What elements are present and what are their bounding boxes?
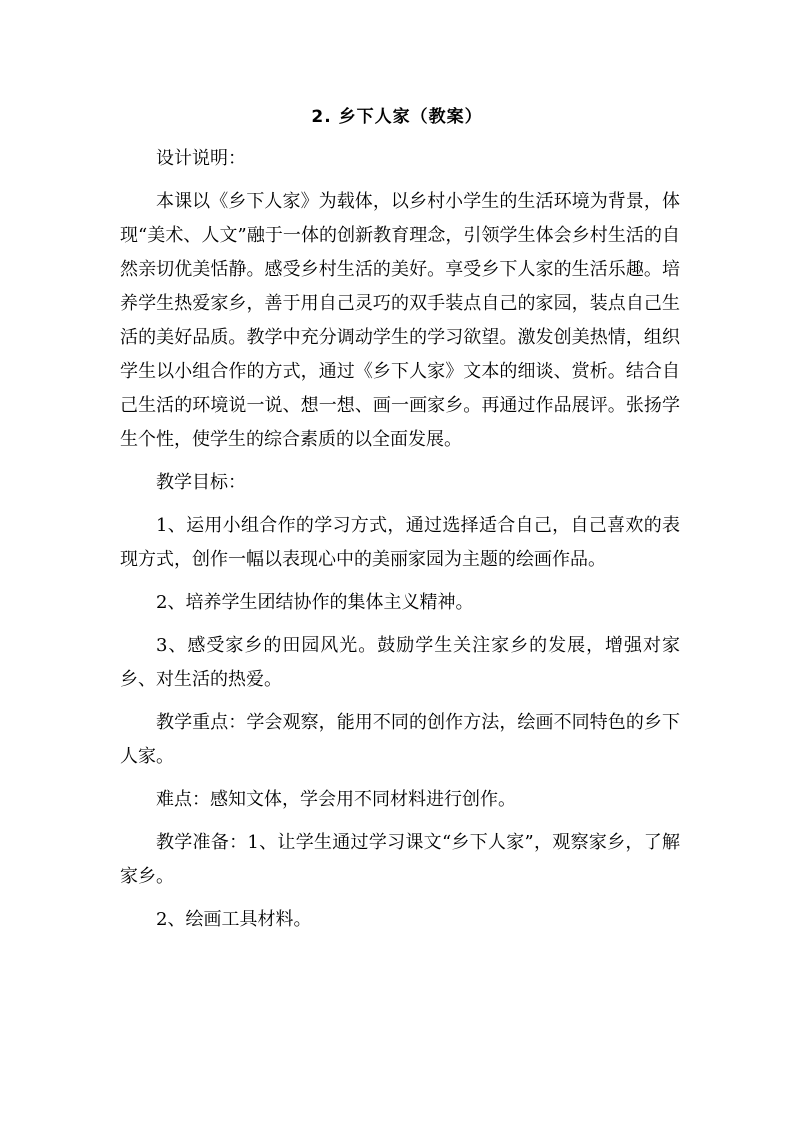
design-heading: 设计说明：	[156, 148, 246, 169]
document-body	[120, 142, 680, 946]
design-paragraph: 本课以《乡下人家》为载体，以乡村小学生的生活环境为背景，体现“美术、人文”融于一体的创新教育理念，引领学生体会乡村生活的自然亲切优美恬静。感受乡村生活的美好。享受乡下人家的生活乐趣。培养学生热爱家乡，善于用自己灵巧的双手装点自己的家园，装点自己生活的美好品质。教学中充分调动学生的学习欲望。激发创美热情，组织学生以小组合作的方式，通过《乡下人家》文本的细谈、赏析。结合自己生活的环境说一说、想一想、画一画家乡。再通过作品展评。张扬学生个性，使学生的综合素质的以全面发展。	[120, 191, 680, 450]
page-title: 2. 乡下人家（教案）	[311, 107, 483, 127]
preparation-item-1: 教学准备：1、让学生通过学习课文“乡下人家”，观察家乡，了解家乡。	[120, 832, 680, 887]
goal-item-2: 2、培养学生团结协作的集体主义精神。	[156, 592, 474, 613]
goal-item-3: 3、感受家乡的田园风光。鼓励学生关注家乡的发展，增强对家乡、对生活的热爱。	[120, 635, 680, 690]
preparation-item-2: 2、绘画工具材料。	[156, 909, 312, 930]
goals-heading: 教学目标：	[156, 472, 246, 493]
goal-item-1: 1、运用小组合作的学习方式，通过选择适合自己，自己喜欢的表现方式，创作一幅以表现心中的美丽家园为主题的绘画作品。	[120, 515, 680, 570]
key-points-paragraph: 教学重点：学会观察，能用不同的创作方法，绘画不同特色的乡下人家。	[120, 712, 680, 767]
difficulty-paragraph: 难点：感知文体，学会用不同材料进行创作。	[156, 789, 516, 810]
